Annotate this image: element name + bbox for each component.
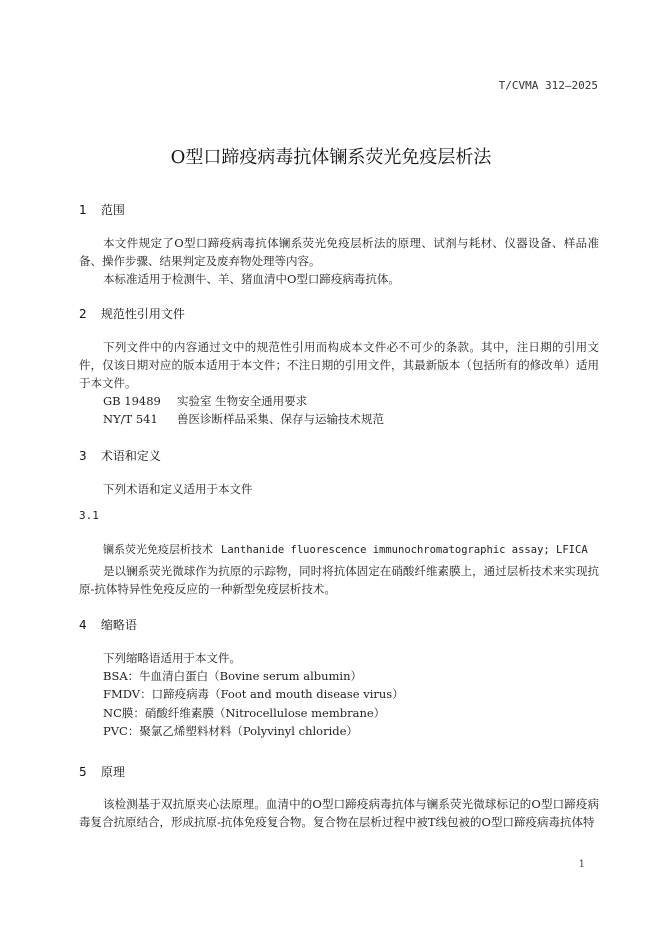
section-heading-4 — [79, 616, 137, 633]
standard-number: T/CVMA 312—2025 — [498, 79, 598, 92]
section-number: 2 — [79, 307, 87, 321]
term-entry — [103, 541, 588, 557]
page-number: 1 — [578, 859, 585, 870]
section-heading-1 — [79, 201, 125, 218]
section-number: 4 — [79, 618, 87, 632]
abbreviation-item: NC膜：硝酸纤维素膜（Nitrocellulose membrane） — [103, 706, 386, 720]
reference-item — [103, 410, 384, 428]
section-title: 原理 — [100, 765, 125, 779]
reference-title: 兽医诊断样品采集、保存与运输技术规范 — [177, 412, 384, 426]
abbreviation-item: BSA：牛血清白蛋白（Bovine serum albumin） — [103, 669, 363, 683]
section-heading-5 — [79, 763, 125, 780]
abbreviation-item: FMDV：口蹄疫病毒（Foot and mouth disease virus） — [103, 687, 404, 701]
section-number: 5 — [79, 765, 87, 779]
term-definition: 是以镧系荧光微球作为抗原的示踪物，同时将抗体固定在硝酸纤维素膜上，通过层析技术来实现抗原-抗体特异性免疫反应的一种新型免疫层析技术。 — [79, 564, 599, 596]
document-title: O型口蹄疫病毒抗体镧系荧光免疫层析法 — [170, 147, 492, 168]
reference-code: NY/T 541 — [103, 412, 158, 426]
section-title: 术语和定义 — [100, 449, 161, 463]
paragraph: 下列缩略语适用于本文件。 — [103, 651, 241, 665]
paragraph: 下列文件中的内容通过文中的规范性引用而构成本文件必不可少的条款。其中，注日期的引用文件，仅该日期对应的版本适用于本文件；不注日期的引用文件，其最新版本（包括所有的修改单）适用于本文件。 — [79, 340, 599, 390]
reference-item — [103, 392, 307, 410]
section-heading-3 — [79, 447, 161, 464]
section-title: 规范性引用文件 — [100, 307, 185, 321]
section-title: 范围 — [100, 203, 125, 217]
paragraph: 本标准适用于检测牛、羊、猪血清中O型口蹄疫病毒抗体。 — [103, 272, 400, 286]
section-number: 3 — [79, 449, 87, 463]
term-zh: 镧系荧光免疫层析技术 — [103, 543, 213, 556]
paragraph: 本文件规定了O型口蹄疫病毒抗体镧系荧光免疫层析法的原理、试剂与耗材、仪器设备、样品准备、操作步骤、结果判定及废弃物处理等内容。 — [79, 236, 599, 268]
reference-code: GB 19489 — [103, 394, 161, 408]
paragraph: 下列术语和定义适用于本文件 — [103, 482, 253, 496]
section-heading-2 — [79, 305, 185, 322]
paragraph: 该检测基于双抗原夹心法原理。血清中的O型口蹄疫病毒抗体与镧系荧光微球标记的O型口蹄疫病毒复合抗原结合，形成抗原-抗体免疫复合物。复合物在层析过程中被T线包被的O型口蹄疫病毒抗体特 — [79, 797, 599, 829]
term-en: Lanthanide fluorescence immunochromatographic assay; LFICA — [221, 544, 588, 556]
section-number: 1 — [79, 203, 87, 217]
abbreviation-item: PVC：聚氯乙烯塑料材料（Polyvinyl chloride） — [103, 724, 358, 738]
section-title: 缩略语 — [100, 618, 137, 632]
term-number: 3.1 — [79, 509, 99, 522]
reference-title: 实验室 生物安全通用要求 — [177, 394, 308, 408]
